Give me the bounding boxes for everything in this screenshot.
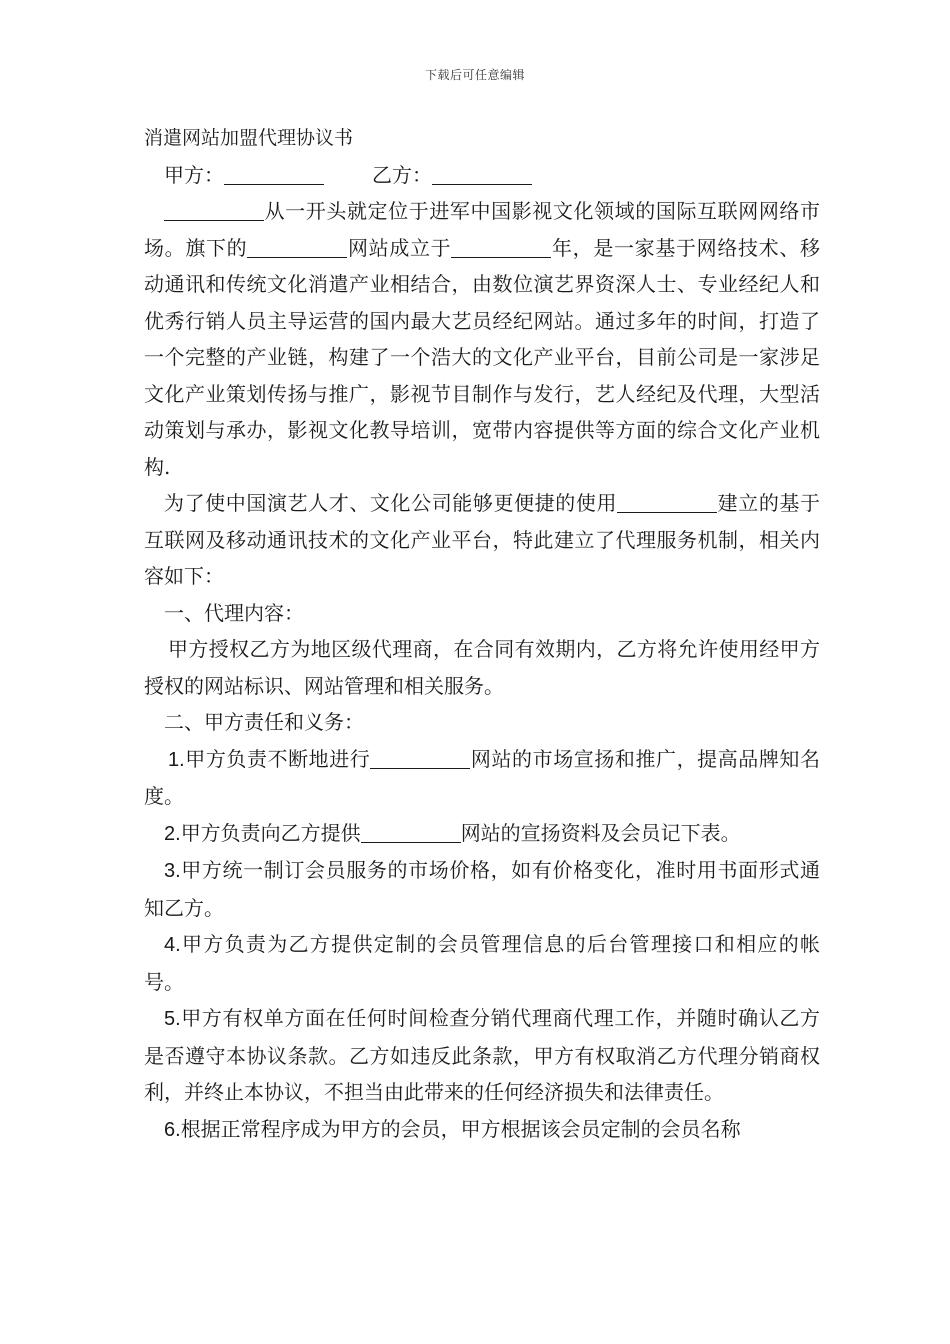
intro-paragraph bbox=[144, 193, 820, 485]
list-item-2 bbox=[144, 815, 820, 853]
list-item-5 bbox=[144, 1000, 820, 1111]
list-item-3 bbox=[144, 852, 820, 926]
website-name-blank bbox=[247, 237, 347, 258]
year-blank bbox=[451, 237, 551, 258]
purpose-text-2: 建立的基于互联网及移动通讯技术的文化产业平台，特此建立了代理服务机制，相关内容如下： bbox=[144, 491, 821, 588]
item-blank bbox=[370, 748, 470, 769]
intro-text-3: 年，是一家基于网络技术、移动通讯和传统文化消遣产业相结合，由数位演艺界资深人士、专业经纪人和优秀行销人员主导运营的国内最大艺员经纪网站。通过多年的时间，打造了一个完整的产业链，构建了一个浩大的文化产业平台，目前公司是一家涉足文化产业策划传扬与推广，影视节目制作与发行，艺人经纪及代理，大型活动策划与承办，影视文化教导培训，宽带内容提供等方面的综合文化产业机构. bbox=[144, 235, 821, 479]
item-text: 甲方统一制订会员服务的市场价格，如有价格变化，准时用书面形式通知乙方。 bbox=[144, 858, 820, 920]
item-text: 甲方负责向乙方提供 bbox=[180, 820, 361, 845]
item-number: 3. bbox=[164, 860, 181, 882]
section1-body: 甲方授权乙方为地区级代理商，在合同有效期内，乙方将允许使用经甲方授权的网站标识、网站管理和相关服务。 bbox=[144, 637, 820, 698]
section2-heading: 二、甲方责任和义务： bbox=[164, 710, 364, 734]
party-a-label: 甲方： bbox=[164, 162, 224, 187]
purpose-blank bbox=[617, 492, 717, 513]
item-number: 4. bbox=[164, 934, 181, 956]
page-header: 下载后可任意编辑 bbox=[424, 68, 525, 82]
item-number: 5. bbox=[164, 1008, 181, 1030]
item-number: 1. bbox=[168, 748, 185, 771]
item-blank bbox=[361, 822, 461, 843]
intro-text-1: 从一开头就定位于进军中国影视文化领域的国际互联网网络市场。旗下的 bbox=[144, 199, 820, 260]
item-text: 甲方负责为乙方提供定制的会员管理信息的后台管理接口和相应的帐号。 bbox=[144, 932, 820, 994]
party-b-label: 乙方： bbox=[372, 162, 432, 187]
intro-text-2: 网站成立于 bbox=[347, 235, 452, 260]
parties-line bbox=[144, 157, 820, 194]
party-b-blank bbox=[432, 164, 532, 185]
list-item-1 bbox=[144, 741, 820, 815]
item-text: 甲方负责不断地进行 bbox=[184, 746, 371, 771]
item-text: 网站的市场宣扬和推广，提高品牌知名度。 bbox=[144, 746, 821, 808]
party-a-blank bbox=[224, 164, 324, 185]
item-number: 6. bbox=[164, 1118, 181, 1141]
company-name-blank bbox=[164, 200, 264, 221]
purpose-paragraph bbox=[144, 485, 820, 595]
section1-heading: 一、代理内容： bbox=[164, 600, 304, 625]
item-text: 根据正常程序成为甲方的会员，甲方根据该会员定制的会员名称 bbox=[180, 1116, 741, 1141]
document-title: 消遣网站加盟代理协议书 bbox=[144, 127, 354, 149]
item-text: 网站的宣扬资料及会员记下表。 bbox=[460, 820, 741, 845]
list-item-4 bbox=[144, 926, 820, 1000]
item-text: 甲方有权单方面在任何时间检查分销代理商代理工作，并随时确认乙方是否遵守本协议条款。乙方如违反此条款，甲方有权取消乙方代理分销商权利，并终止本协议，不担当由此带来的任何经济损失和法律责任。 bbox=[144, 1006, 820, 1104]
list-item-6 bbox=[144, 1111, 820, 1149]
purpose-text-1: 为了使中国演艺人才、文化公司能够更便捷的使用 bbox=[164, 491, 618, 515]
document-body bbox=[144, 120, 820, 1148]
item-number: 2. bbox=[164, 822, 181, 845]
